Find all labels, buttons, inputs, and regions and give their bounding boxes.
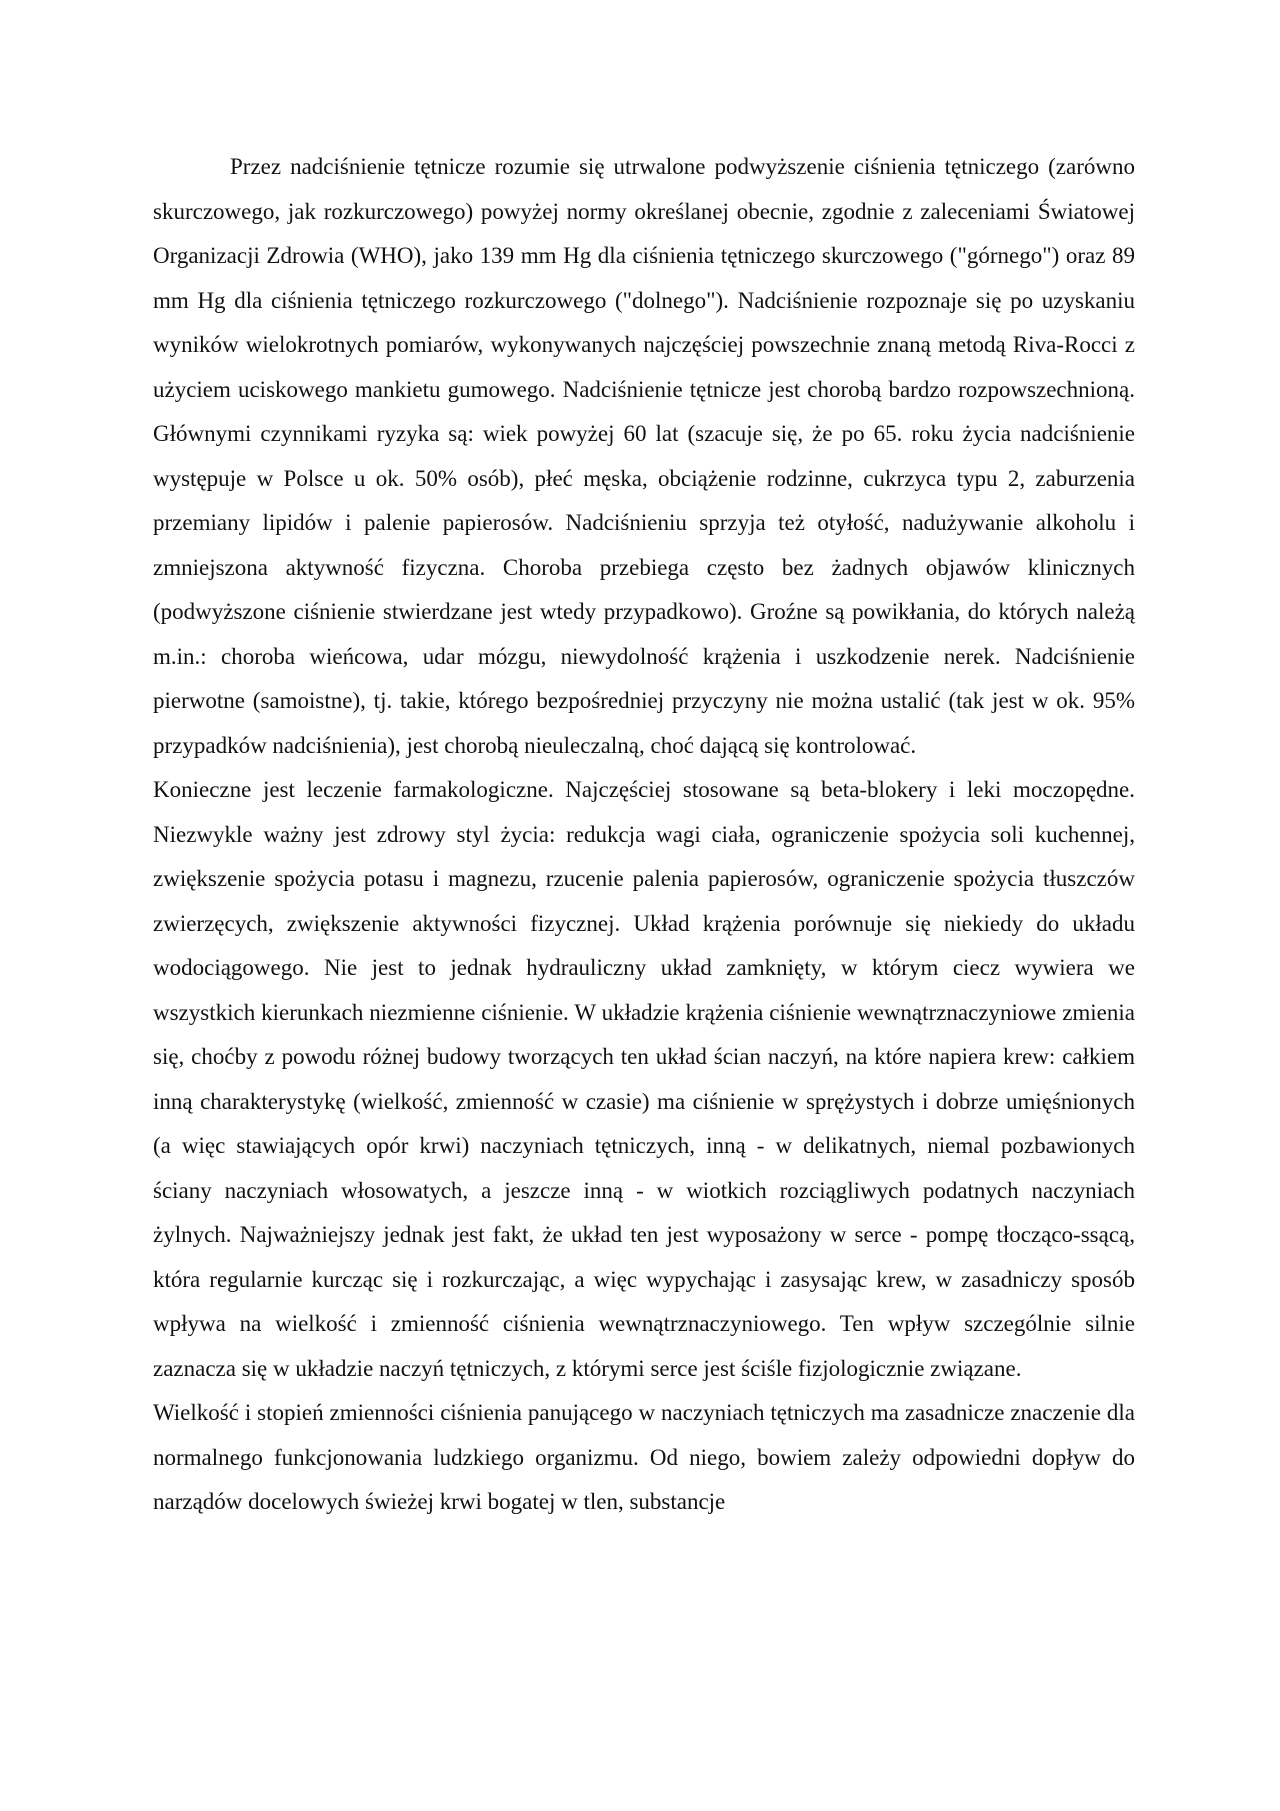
document-page <box>153 145 1135 1525</box>
paragraph-hypertension-definition: Przez nadciśnienie tętnicze rozumie się utrwalone podwyższenie ciśnienia tętniczego (zarówno skurczowego, jak rozkurczowego) powyżej normy określanej obecnie, zgodnie z zaleceniami Światowej Organizacji Zdrowia (WHO), jako 139 mm Hg dla ciśnienia tętniczego skurczowego ("górnego") oraz 89 mm Hg dla ciśnienia tętniczego rozkurczowego ("dolnego"). Nadciśnienie rozpoznaje się po uzyskaniu wyników wielokrotnych pomiarów, wykonywanych najczęściej powszechnie znaną metodą Riva-Rocci z użyciem uciskowego mankietu gumowego. Nadciśnienie tętnicze jest chorobą bardzo rozpowszechnioną. Głównymi czynnikami ryzyka są: wiek powyżej 60 lat (szacuje się, że po 65. roku życia nadciśnienie występuje w Polsce u ok. 50% osób), płeć męska, obciążenie rodzinne, cukrzyca typu 2, zaburzenia przemiany lipidów i palenie papierosów. Nadciśnieniu sprzyja też otyłość, nadużywanie alkoholu i zmniejszona aktywność fizyczna. Choroba przebiega często bez żadnych objawów klinicznych (podwyższone ciśnienie stwierdzane jest wtedy przypadkowo). Groźne są powikłania, do których należą m.in.: choroba wieńcowa, udar mózgu, niewydolność krążenia i uszkodzenie nerek. Nadciśnienie pierwotne (samoistne), tj. takie, którego bezpośredniej przyczyny nie można ustalić (tak jest w ok. 95% przypadków nadciśnienia), jest chorobą nieuleczalną, choć dającą się kontrolować. <box>153 154 1135 758</box>
paragraph-treatment-and-circulation: Konieczne jest leczenie farmakologiczne. Najczęściej stosowane są beta-blokery i leki moczopędne. Niezwykle ważny jest zdrowy styl życia: redukcja wagi ciała, ograniczenie spożycia soli kuchennej, zwiększenie spożycia potasu i magnezu, rzucenie palenia papierosów, ograniczenie spożycia tłuszczów zwierzęcych, zwiększenie aktywności fizycznej. Układ krążenia porównuje się niekiedy do układu wodociągowego. Nie jest to jednak hydrauliczny układ zamknięty, w którym ciecz wywiera we wszystkich kierunkach niezmienne ciśnienie. W układzie krążenia ciśnienie wewnątrznaczyniowe zmienia się, choćby z powodu różnej budowy tworzących ten układ ścian naczyń, na które napiera krew: całkiem inną charakterystykę (wielkość, zmienność w czasie) ma ciśnienie w sprężystych i dobrze umięśnionych (a więc stawiających opór krwi) naczyniach tętniczych, inną - w delikatnych, niemal pozbawionych ściany naczyniach włosowatych, a jeszcze inną - w wiotkich rozciągliwych podatnych naczyniach żylnych. Najważniejszy jednak jest fakt, że układ ten jest wyposażony w serce - pompę tłocząco-ssącą, która regularnie kurcząc się i rozkurczając, a więc wypychając i zasysając krew, w zasadniczy sposób wpływa na wielkość i zmienność ciśnienia wewnątrznaczyniowego. Ten wpływ szczególnie silnie zaznacza się w układzie naczyń tętniczych, z którymi serce jest ściśle fizjologicznie związane. <box>153 777 1135 1381</box>
paragraph-arterial-pressure-importance: Wielkość i stopień zmienności ciśnienia panującego w naczyniach tętniczych ma zasadnicze znaczenie dla normalnego funkcjonowania ludzkiego organizmu. Od niego, bowiem zależy odpowiedni dopływ do narządów docelowych świeżej krwi bogatej w tlen, substancje <box>153 1400 1135 1514</box>
